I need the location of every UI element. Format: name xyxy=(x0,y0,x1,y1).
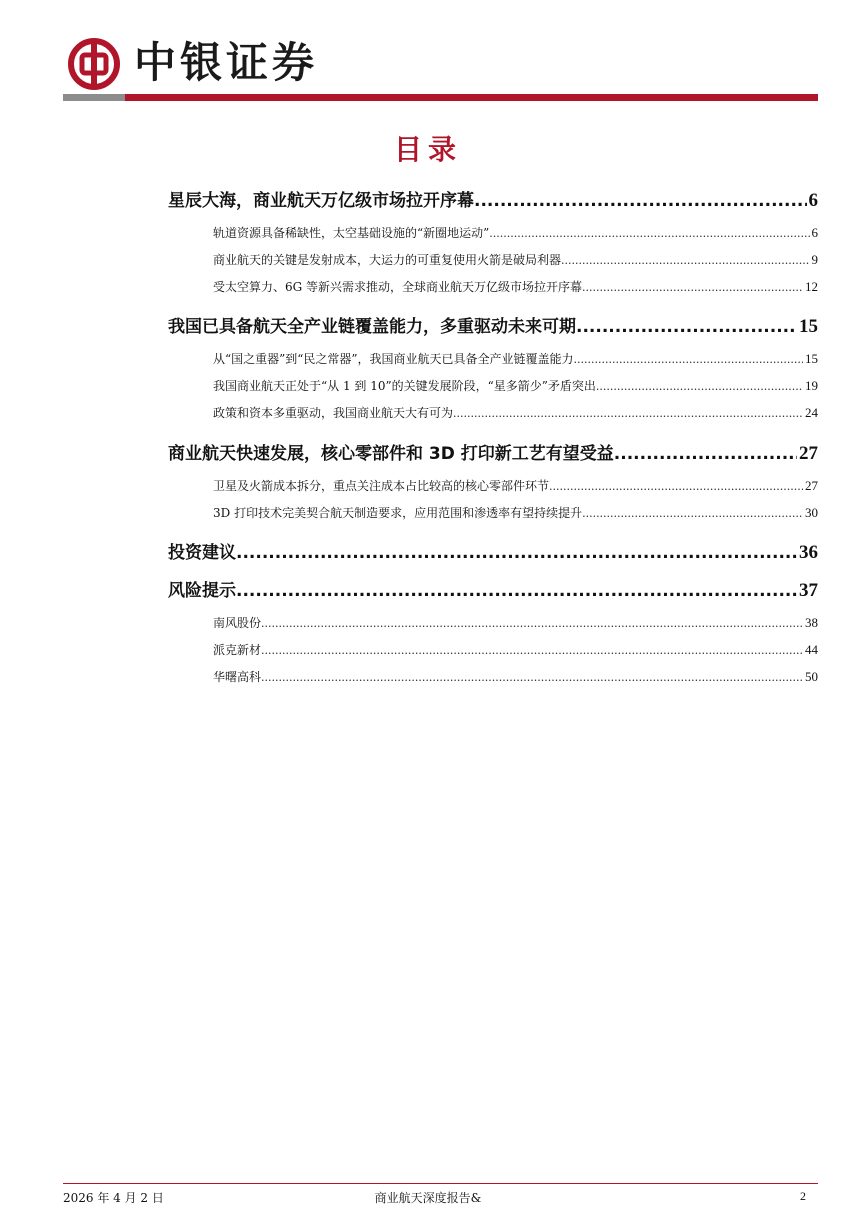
footer-date: 2026 年 4 月 2 日 xyxy=(63,1191,164,1205)
toc-item-title: 轨道资源具备稀缺性，太空基础设施的“新圈地运动” xyxy=(213,226,490,240)
leader-dots xyxy=(582,501,803,527)
toc-section-title: 星辰大海，商业航天万亿级市场拉开序幕 xyxy=(168,191,474,211)
header-rule-gray xyxy=(63,94,125,101)
leader-dots xyxy=(574,347,803,373)
bank-of-china-logo-icon xyxy=(68,38,120,90)
toc-item-page: 38 xyxy=(805,615,818,631)
toc-section-page: 27 xyxy=(799,442,818,464)
leader-dots xyxy=(582,275,803,301)
page-header xyxy=(0,0,856,110)
toc-item-page: 19 xyxy=(805,378,818,394)
toc-title: 目录 xyxy=(393,133,462,166)
brand-name: 中银证券 xyxy=(134,38,319,87)
toc-item-title: 南风股份 xyxy=(213,616,262,631)
leader-dots xyxy=(236,542,797,564)
toc-item[interactable] xyxy=(213,473,818,500)
toc-item[interactable] xyxy=(213,247,818,274)
footer-page-number: 2 xyxy=(800,1189,806,1203)
toc-item-title: 政策和资本多重驱动，我国商业航天大有可为 xyxy=(213,405,454,420)
toc-item[interactable] xyxy=(213,346,818,373)
toc-item-title: 商业航天的关键是发射成本，大运力的可重复使用火箭是破局利器 xyxy=(213,252,562,267)
toc-section-page: 36 xyxy=(799,542,818,564)
toc-section-title: 投资建议 xyxy=(168,543,236,564)
toc-item-title: 受太空算力、6G 等新兴需求推动，全球商业航天万亿级市场拉开序幕 xyxy=(213,279,583,294)
toc-section[interactable] xyxy=(168,316,818,338)
toc-section[interactable] xyxy=(168,580,818,602)
toc-item-page: 9 xyxy=(811,251,818,267)
footer-report-title: 商业航天深度报告& xyxy=(374,1191,482,1205)
toc-item-page: 12 xyxy=(805,278,818,294)
leader-dots xyxy=(596,374,803,400)
leader-dots xyxy=(236,580,797,602)
leader-dots xyxy=(453,401,803,427)
toc-item-page: 24 xyxy=(805,404,818,420)
toc-item[interactable] xyxy=(213,637,818,664)
toc-item[interactable] xyxy=(213,664,818,691)
toc-item[interactable] xyxy=(213,500,818,527)
toc-item-title: 我国商业航天正处于“从 1 到 10”的关键发展阶段，“星多箭少”矛盾突出 xyxy=(213,379,596,394)
toc-item-title: 卫星及火箭成本拆分，重点关注成本占比较高的核心零部件环节 xyxy=(213,478,550,493)
toc-item-page: 15 xyxy=(805,351,818,367)
leader-dots xyxy=(489,221,809,247)
toc-section-title: 风险提示 xyxy=(168,581,236,602)
leader-dots xyxy=(561,248,809,274)
toc-section-title: 商业航天快速发展，核心零部件和 3D 打印新工艺有望受益 xyxy=(168,443,614,464)
header-rule-red xyxy=(125,94,818,101)
toc-item-page: 30 xyxy=(805,504,818,520)
toc-section-page: 6 xyxy=(808,190,818,211)
toc-section[interactable] xyxy=(168,542,818,564)
toc-item[interactable] xyxy=(213,373,818,400)
toc-item[interactable] xyxy=(213,220,818,247)
toc-section-title: 我国已具备航天全产业链覆盖能力，多重驱动未来可期 xyxy=(168,317,576,338)
leader-dots xyxy=(261,665,803,691)
leader-dots xyxy=(474,190,807,212)
toc-section-page: 15 xyxy=(799,316,818,338)
toc-item-page: 50 xyxy=(805,668,818,684)
leader-dots xyxy=(549,474,803,500)
leader-dots xyxy=(261,611,803,637)
leader-dots xyxy=(576,316,797,338)
leader-dots xyxy=(614,443,797,465)
table-of-contents xyxy=(168,182,818,691)
toc-section[interactable] xyxy=(168,190,818,212)
footer-rule xyxy=(63,1183,818,1184)
leader-dots xyxy=(261,638,803,664)
toc-item-page: 44 xyxy=(805,642,818,658)
toc-item[interactable] xyxy=(213,610,818,637)
toc-item[interactable] xyxy=(213,274,818,301)
toc-item-title: 3D 打印技术完美契合航天制造要求，应用范围和渗透率有望持续提升 xyxy=(213,505,583,520)
toc-item-page: 6 xyxy=(811,225,818,240)
toc-item[interactable] xyxy=(213,400,818,427)
toc-item-title: 派克新材 xyxy=(213,643,262,658)
toc-item-page: 27 xyxy=(805,477,818,493)
toc-section-page: 37 xyxy=(799,580,818,602)
toc-item-title: 从“国之重器”到“民之常器”，我国商业航天已具备全产业链覆盖能力 xyxy=(213,352,574,367)
toc-section[interactable] xyxy=(168,443,818,465)
toc-item-title: 华曙高科 xyxy=(213,669,262,684)
